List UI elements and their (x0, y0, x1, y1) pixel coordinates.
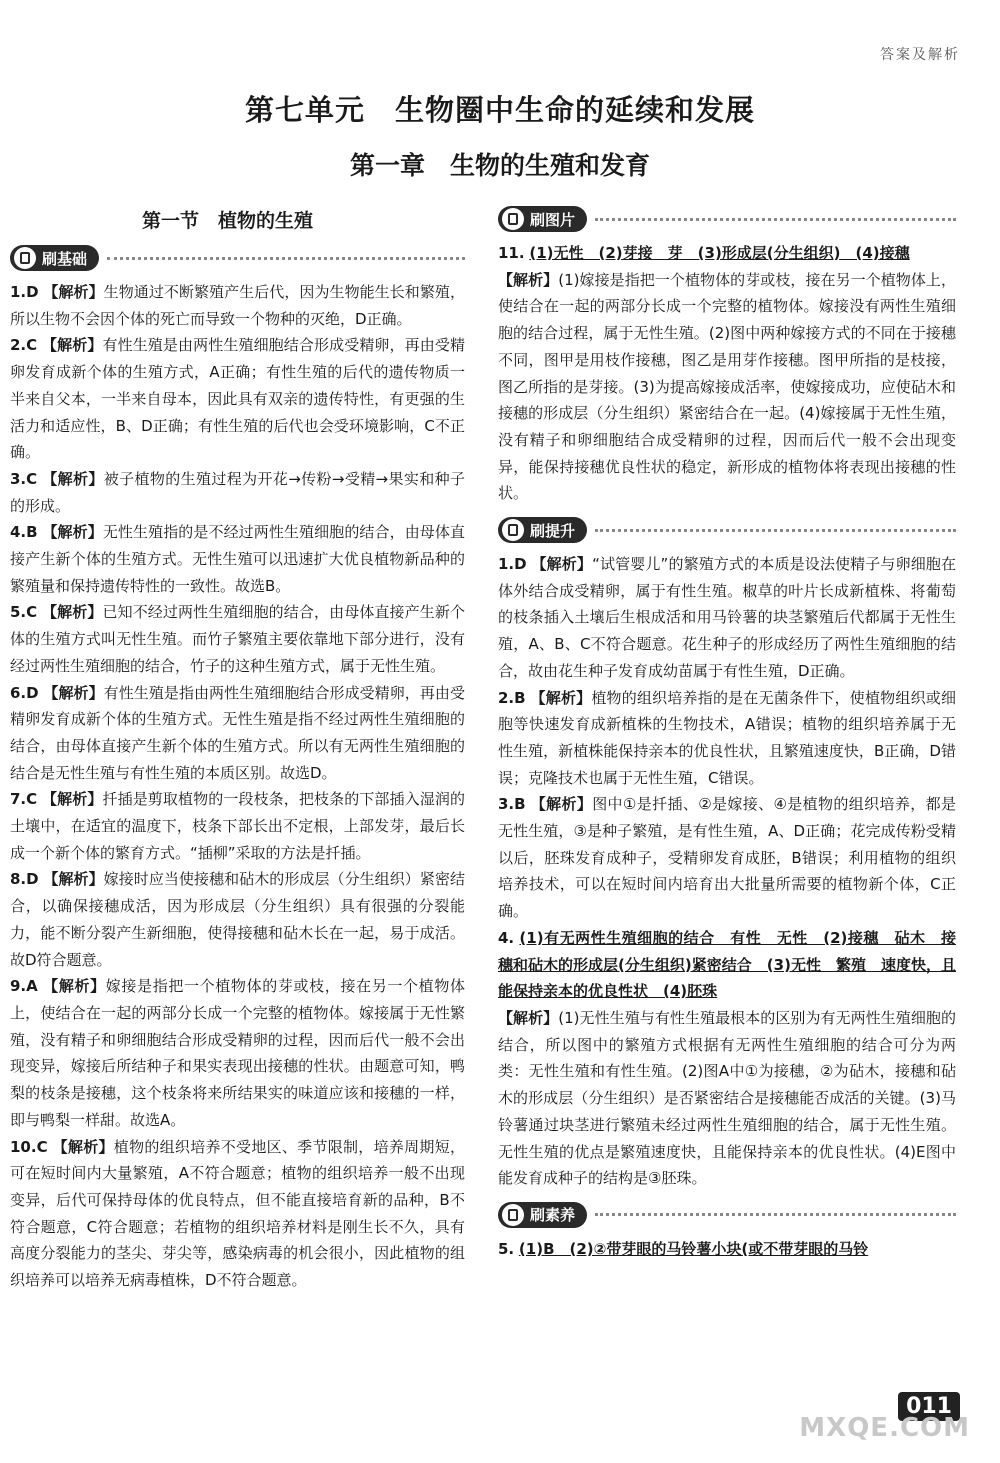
analysis-label: 【解析】 (43, 283, 104, 301)
answer-text: (1)无性 (2)芽接 芽 (3)形成层(分生组织) (4)接穗 (529, 244, 910, 262)
chapter-title: 第一章 生物的生殖和发育 (349, 151, 650, 180)
question-number: 5. (10, 603, 27, 622)
book-icon (14, 247, 36, 269)
answer-letter: D (26, 283, 39, 301)
question-item (10, 332, 465, 466)
answer-letter: C (26, 336, 38, 355)
badge-literacy (498, 1202, 587, 1228)
question-item (10, 466, 465, 519)
page-number: 011 (898, 1392, 960, 1421)
analysis-text: 无性生殖指的是不经过两性生殖细胞的结合，由母体直接产生新个体的生殖方式。无性生殖可以迅速扩大优良植物新品种的繁殖量和保持遗传特性的一致性。故选B。 (10, 523, 465, 595)
question-number: 3. (10, 469, 27, 488)
badge-picture-row (498, 202, 956, 236)
question-item (10, 279, 465, 332)
right-question-list (498, 551, 956, 925)
question-number: 3. (498, 795, 515, 814)
analysis-text: 图中①是扦插、②是嫁接、④是植物的组织培养，都是无性生殖，③是种子繁殖，是有性生殖，A、D正确；花完成传粉受精以后，胚珠发育成种子，受精卵发育成胚，B错误；利用植物的组织培养技术，可以在短时间内培育出大批量所需要的植物新个体，C正确。 (498, 795, 956, 921)
analysis-label: 【解析】 (42, 336, 103, 355)
question-item (10, 1134, 465, 1294)
analysis-text: 扦插是剪取植物的一段枝条，把枝条的下部插入湿润的土壤中，在适宜的温度下，枝条下部长出不定根，上部发芽，最后长成一个新个体的繁育方式。“插柳”采取的方法是扦插。 (10, 790, 465, 862)
analysis-label: 【解析】 (498, 270, 559, 289)
badge-label: 刷素养 (530, 1206, 576, 1225)
analysis-label: 【解析】 (531, 555, 593, 574)
question-number: 1. (10, 283, 27, 301)
answer-letter: C (26, 790, 38, 809)
answer-letter: D (26, 683, 39, 702)
question-item (10, 680, 465, 787)
book-icon (502, 519, 524, 541)
question-item (10, 973, 465, 1133)
analysis-label: 【解析】 (43, 977, 106, 996)
badge-literacy-row (498, 1198, 956, 1232)
question-number: 4. (498, 928, 515, 947)
question-4-analysis (498, 1005, 956, 1192)
analysis-text: “试管婴儿”的繁殖方式的本质是设法使精子与卵细胞在体外结合成受精卵，属于有性生殖。椒草的叶片长成新植株、将葡萄的枝条插入土壤后生根成活和用马铃薯的块茎繁殖后代都属于无性生殖，A、B、C不符合题意。花生种子的形成经历了两性生殖细胞的结合，故由花生种子发育成幼苗属于有性生殖，D正确。 (498, 555, 956, 680)
question-item (10, 866, 465, 973)
analysis-text: (1)嫁接是指把一个植物体的芽或枝，接在另一个植物体上，使结合在一起的两部分长成一个完整的植物体。嫁接没有两性生殖细胞的结合过程，属于无性生殖。(2)图中两种嫁接方式的不同在于接穗不同，图甲是用枝作接穗，图乙是用芽作接穗。图甲所指的是枝接，图乙所指的是芽接。(3)为提高嫁接成活率，使嫁接成功，应使砧木和接穗的形成层（分生组织）紧密结合在一起。(4)嫁接属于无性生殖，没有精子和卵细胞结合成受精卵的过程，因而后代一般不会出现变异，能保持接穗优良性状的稳定，新形成的植物体将表现出接穗的性状。 (498, 270, 956, 503)
badge-basic-row (10, 241, 465, 275)
question-item (498, 551, 956, 685)
analysis-label: 【解析】 (42, 603, 103, 622)
analysis-text: 被子植物的生殖过程为开花→传粉→受精→果实和种子的形成。 (10, 469, 465, 515)
question-number: 7. (10, 790, 27, 809)
question-number: 1. (498, 555, 515, 574)
dotted-divider (595, 1213, 956, 1216)
analysis-text: 植物的组织培养指的是在无菌条件下，使植物组织或细胞等快速发育成新植株的生物技术，A错误；植物的组织培养属于无性生殖，新植株能保持亲本的优良性状，且繁殖速度快，B正确，D错误；克隆技术也属于无性生殖，C错误。 (498, 688, 956, 787)
answer-letter: C (26, 469, 38, 488)
analysis-label: 【解析】 (52, 1137, 114, 1156)
answer-letter: C (36, 1137, 48, 1156)
header-tag: 答案及解析 (880, 47, 960, 63)
dotted-divider (107, 257, 465, 260)
answer-text: (1)B (2)②带芽眼的马铃薯小块(或不带芽眼的马铃 (518, 1239, 869, 1258)
analysis-label: 【解析】 (42, 790, 103, 809)
question-number: 5. (498, 1239, 515, 1258)
question-item (10, 519, 465, 599)
analysis-text: 嫁接时应当使接穗和砧木的形成层（分生组织）紧密结合，以确保接穗成活，因为形成层（分生组织）具有很强的分裂能力，能不断分裂产生新细胞，使得接穗和砧木长在一起，易于成活。故D符合题意。 (10, 870, 465, 969)
dotted-divider (595, 218, 956, 221)
question-number: 11. (498, 244, 525, 262)
question-number: 2. (498, 688, 515, 707)
analysis-label: 【解析】 (43, 870, 104, 889)
answer-letter: B (514, 688, 526, 707)
analysis-text: 生物通过不断繁殖产生后代，因为生物能生长和繁殖，所以生物不会因个体的死亡而导致一个物种的灭绝，D正确。 (10, 283, 465, 328)
book-icon (502, 1204, 524, 1226)
badge-basic (10, 245, 99, 271)
badge-improve (498, 517, 587, 543)
question-item (498, 791, 956, 925)
analysis-text: 植物的组织培养不受地区、季节限制，培养周期短，可在短时间内大量繁殖，A不符合题意；植物的组织培养一般不出现变异，后代可保持母体的优良特点，但不能直接培育新的品种，B不符合题意，C符合题意；若植物的组织培养材料是刚生长不久，具有高度分裂能力的茎尖、芽尖等，感染病毒的机会很小，因此植物的组织培养可以培养无病毒植株，D不符合题意。 (10, 1137, 465, 1290)
analysis-text: 已知不经过两性生殖细胞的结合，由母体直接产生新个体的生殖方式叫无性生殖。而竹子繁殖主要依靠地下部分进行，没有经过两性生殖细胞的结合，竹子的这种生殖方式，属于无性生殖。 (10, 603, 465, 675)
answer-letter: C (26, 603, 38, 622)
answer-letter: B (26, 523, 38, 542)
unit-title: 第七单元 生物圈中生命的延续和发展 (244, 93, 755, 127)
right-column (498, 196, 956, 1263)
analysis-label: 【解析】 (530, 795, 593, 814)
dotted-divider (595, 529, 956, 532)
badge-label: 刷提升 (530, 521, 576, 540)
analysis-text: (1)无性生殖与有性生殖最根本的区别为有无两性生殖细胞的结合，所以图中的繁殖方式根据有无两性生殖细胞的结合可分为两类：无性生殖和有性生殖。(2)图A中①为接穗，②为砧木，接穗和砧木的形成层（分生组织）是否紧密结合是接穗能否成活的关键。(3)马铃薯通过块茎进行繁殖未经过两性生殖细胞的结合，属于无性生殖。无性生殖的优点是繁殖速度快，且能保持亲本的优良性状。(4)E图中能发育成种子的结构是③胚珠。 (498, 1008, 956, 1188)
question-11-analysis (498, 267, 956, 507)
analysis-label: 【解析】 (43, 683, 104, 702)
question-number: 6. (10, 683, 27, 702)
question-item (498, 685, 956, 792)
question-number: 4. (10, 523, 27, 542)
question-item (10, 786, 465, 866)
analysis-label: 【解析】 (42, 523, 103, 542)
question-number: 8. (10, 870, 27, 889)
question-4-answer (498, 925, 956, 1005)
question-item (10, 599, 465, 679)
question-number: 10. (10, 1137, 37, 1156)
analysis-label: 【解析】 (530, 688, 592, 707)
left-question-list (10, 279, 465, 1294)
answer-letter: B (514, 795, 526, 814)
question-number: 2. (10, 336, 27, 355)
question-5-answer (498, 1236, 956, 1263)
badge-label: 刷图片 (530, 210, 576, 229)
section-title: 第一节 植物的生殖 (141, 210, 313, 232)
book-icon (502, 208, 524, 230)
question-number: 9. (10, 977, 27, 996)
answer-text: (1)有无两性生殖细胞的结合 有性 无性 (2)接穗 砧木 接穗和砧木的形成层(分生组织)紧密结合 (3)无性 繁殖 速度快，且能保持亲本的优良性状 (4)胚珠 (498, 928, 956, 1001)
analysis-label: 【解析】 (42, 469, 104, 488)
analysis-text: 有性生殖是由两性生殖细胞结合形成受精卵，再由受精卵发育成新个体的生殖方式，A正确；有性生殖的后代的遗传物质一半来自父本，一半来自母本，因此具有双亲的遗传特性，有更强的生活力和适应性，B、D正确；有性生殖的后代也会受环境影响，C不正确。 (10, 336, 465, 462)
question-11-answer (498, 240, 956, 267)
left-column (10, 196, 465, 1294)
badge-picture (498, 206, 587, 232)
answer-letter: D (514, 555, 527, 574)
analysis-label: 【解析】 (498, 1008, 559, 1027)
badge-improve-row (498, 513, 956, 547)
analysis-text: 有性生殖是指由两性生殖细胞结合形成受精卵，再由受精卵发育成新个体的生殖方式。无性生殖是指不经过两性生殖细胞的结合，由母体直接产生新个体的生殖方式。所以有无两性生殖细胞的结合是无性生殖与有性生殖的本质区别。故选D。 (10, 683, 465, 782)
watermark-logo: MXQE.COM (799, 1413, 970, 1443)
badge-label: 刷基础 (42, 249, 88, 268)
analysis-text: 嫁接是指把一个植物体的芽或枝，接在另一个植物体上，使结合在一起的两部分长成一个完整的植物体。嫁接属于无性繁殖，没有精子和卵细胞结合形成受精卵的过程，因而后代一般不会出现变异，嫁接后所结种子和果实表现出接穗的性状。由题意可知，鸭梨的枝条是接穗，这个枝条将来所结果实的味道应该和接穗的一样，即与鸭梨一样甜。故选A。 (10, 977, 465, 1129)
answer-letter: A (26, 977, 38, 996)
answer-letter: D (26, 870, 39, 889)
